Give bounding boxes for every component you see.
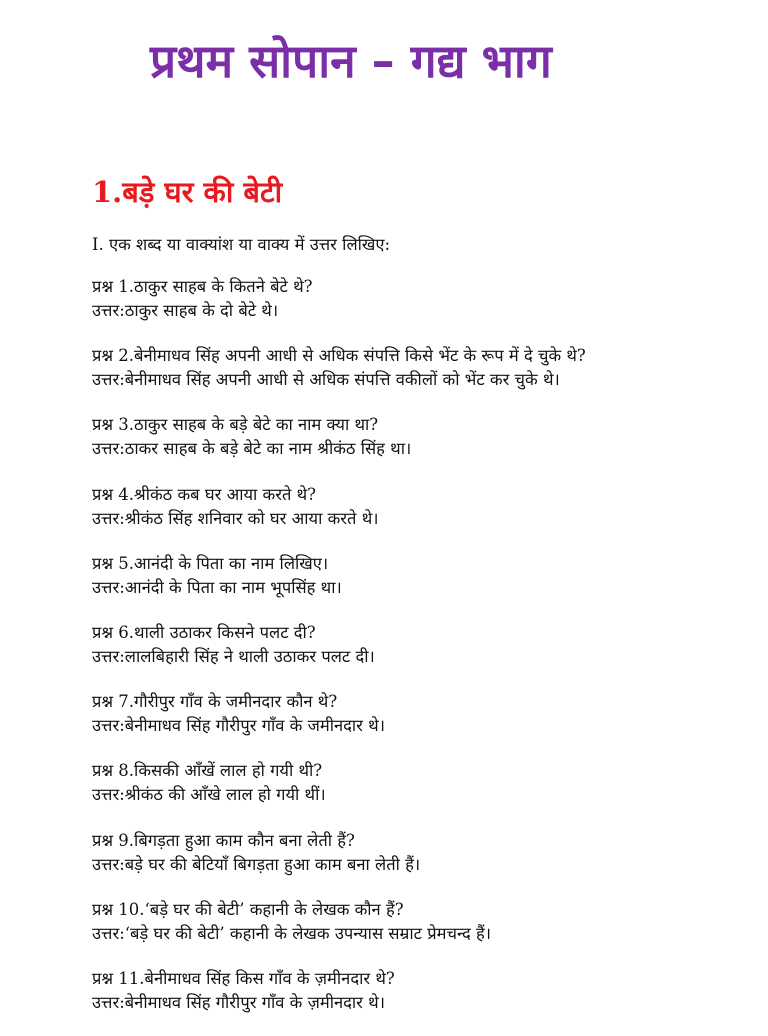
answer-text: उत्तर:बेनीमाधव सिंह अपनी आधी से अधिक संपत्ति वकीलों को भेंट कर चुके थे। xyxy=(92,370,560,390)
qa-item xyxy=(92,344,752,413)
question-text: प्रश्न 9.बिगड़ता हुआ काम कौन बना लेती हैं? xyxy=(92,830,355,850)
question-text: प्रश्न 4.श्रीकंठ कब घर आया करते थे? xyxy=(92,484,316,504)
answer-text: उत्तर:ठाकर साहब के बड़े बेटे का नाम श्रीकंठ सिंह था। xyxy=(92,439,412,459)
answer-text: उत्तर:ठाकुर साहब के दो बेटे थे। xyxy=(92,301,279,320)
qa-item xyxy=(92,552,752,621)
lesson-title: 1.बड़े घर की बेटी xyxy=(92,175,283,209)
qa-item xyxy=(92,483,752,552)
instruction-text: I. एक शब्द या वाक्यांश या वाक्य में उत्तर लिखिए: xyxy=(92,235,391,254)
answer-text: उत्तर:बेनीमाधव सिंह गौरीपुर गाँव के ज़मीनदार थे। xyxy=(92,992,385,1012)
qa-item xyxy=(92,621,752,690)
answer-text: उत्तर:‘बड़े घर की बेटी’ कहानी के लेखक उपन्यास सम्राट प्रेमचन्द हैं। xyxy=(92,923,492,943)
qa-item xyxy=(92,413,752,482)
answer-text: उत्तर:श्रीकंठ की आँखे लाल हो गयी थीं। xyxy=(92,785,326,805)
page-title: प्रथम सोपान – गद्य भाग xyxy=(150,34,552,88)
qa-item xyxy=(92,759,752,828)
question-text: प्रश्न 11.बेनीमाधव सिंह किस गाँव के ज़मीनदार थे? xyxy=(92,968,395,988)
question-text: प्रश्न 1.ठाकुर साहब के कितने बेटे थे? xyxy=(92,277,313,296)
question-text: प्रश्न 3.ठाकुर साहब के बड़े बेटे का नाम क्या था? xyxy=(92,415,379,435)
question-text: प्रश्न 5.आनंदी के पिता का नाम लिखिए। xyxy=(92,553,329,573)
question-text: प्रश्न 6.थाली उठाकर किसने पलट दी? xyxy=(92,622,316,642)
qa-list xyxy=(92,275,752,1036)
answer-text: उत्तर:श्रीकंठ सिंह शनिवार को घर आया करते थे। xyxy=(92,508,379,528)
answer-text: उत्तर:लालबिहारी सिंह ने थाली उठाकर पलट दी। xyxy=(92,646,375,666)
qa-item xyxy=(92,898,752,967)
answer-text: उत्तर:बड़े घर की बेटियाँ बिगड़ता हुआ काम बना लेती हैं। xyxy=(92,854,421,874)
question-text: प्रश्न 10.‘बड़े घर की बेटी’ कहानी के लेखक कौन हैं? xyxy=(92,899,404,919)
qa-item xyxy=(92,829,752,898)
question-text: प्रश्न 7.गौरीपुर गाँव के जमीनदार कौन थे? xyxy=(92,692,338,712)
qa-item xyxy=(92,275,752,344)
answer-text: उत्तर:बेनीमाधव सिंह गौरीपुर गाँव के जमीनदार थे। xyxy=(92,716,385,736)
qa-item xyxy=(92,967,752,1036)
question-text: प्रश्न 2.बेनीमाधव सिंह अपनी आधी से अधिक संपत्ति किसे भेंट के रूप में दे चुके थे? xyxy=(92,346,586,366)
qa-item xyxy=(92,690,752,759)
answer-text: उत्तर:आनंदी के पिता का नाम भूपसिंह था। xyxy=(92,577,342,597)
question-text: प्रश्न 8.किसकी आँखें लाल हो गयी थी? xyxy=(92,761,323,781)
